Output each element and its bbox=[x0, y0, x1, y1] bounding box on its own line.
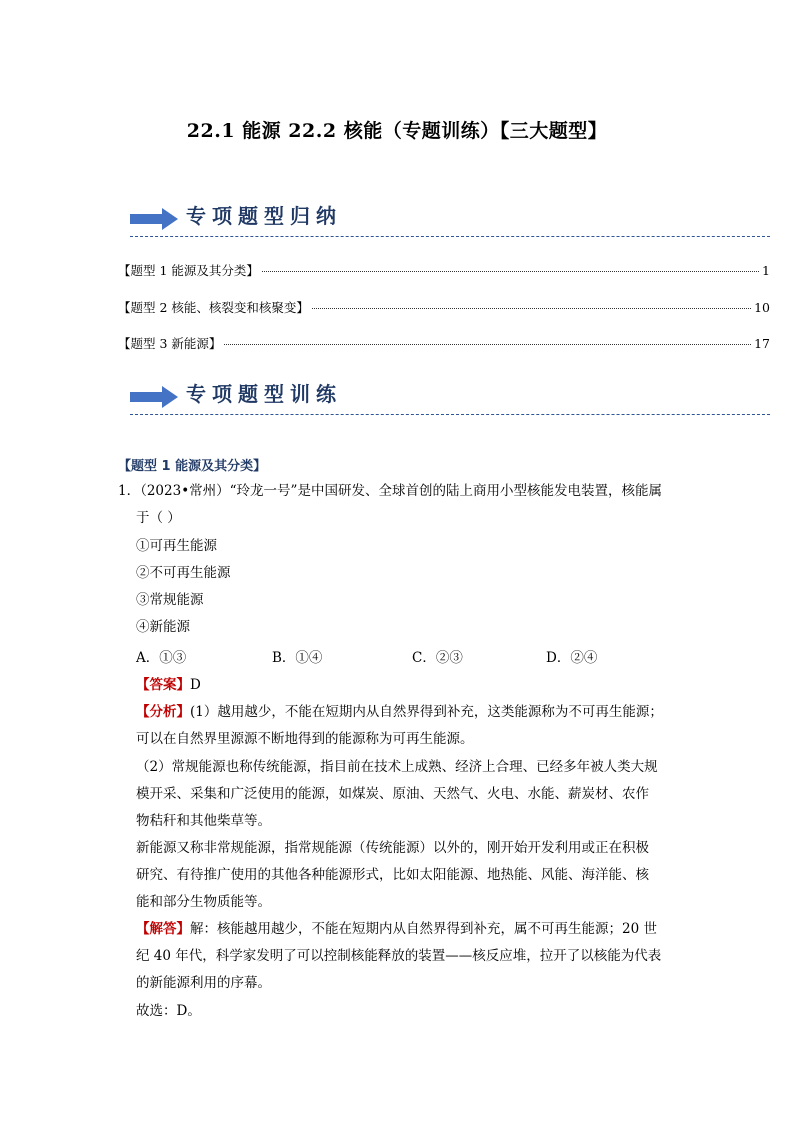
toc-page-number: 17 bbox=[754, 336, 770, 351]
solution-text: 解：核能越用越少，不能在短期内从自然界得到补充，属不可再生能源；20 世 bbox=[190, 921, 657, 937]
analysis-text: 模开采、采集和广泛使用的能源，如煤炭、原油、天然气、火电、水能、薪炭材、农作 bbox=[136, 786, 649, 802]
dashed-rule bbox=[130, 236, 770, 237]
toc-leader-dots bbox=[312, 308, 751, 309]
answer-tag: 【答案】 bbox=[136, 677, 190, 693]
question-item: ①可再生能源 bbox=[136, 538, 217, 554]
question-stem-line-1: 1．（2023•常州）“玲龙一号”是中国研发、全球首创的陆上商用小型核能发电装置，核能属 bbox=[118, 483, 662, 499]
analysis-tag: 【分析】 bbox=[136, 704, 190, 720]
solution-line bbox=[136, 917, 657, 937]
analysis-text: 能和部分生物质能等。 bbox=[136, 894, 271, 910]
question-item: ②不可再生能源 bbox=[136, 565, 231, 581]
question-item: ③常规能源 bbox=[136, 592, 204, 608]
toc-label: 【题型 2 核能、核裂变和核聚变】 bbox=[118, 300, 309, 315]
analysis-line bbox=[136, 700, 663, 720]
toc-page-number: 10 bbox=[754, 300, 770, 315]
right-arrow-icon bbox=[130, 386, 178, 408]
solution-tag: 【解答】 bbox=[136, 921, 190, 937]
analysis-text: 新能源又称非常规能源，指常规能源（传统能源）以外的，刚开始开发利用或正在积极 bbox=[136, 840, 649, 856]
banner-label: 专项题型归纳 bbox=[186, 204, 342, 228]
toc-entry[interactable] bbox=[118, 261, 770, 279]
option-c: C．②③ bbox=[412, 650, 463, 666]
section-heading: 【题型 1 能源及其分类】 bbox=[118, 459, 267, 474]
toc-label: 【题型 1 能源及其分类】 bbox=[118, 263, 259, 278]
document-title: 22.1 能源 22.2 核能（专题训练）【三大题型】 bbox=[186, 120, 608, 142]
analysis-text: 物秸秆和其他柴草等。 bbox=[136, 813, 271, 829]
option-b: B．①④ bbox=[272, 650, 323, 666]
solution-text: 的新能源利用的序幕。 bbox=[136, 975, 271, 991]
section-banner-summary bbox=[130, 198, 770, 238]
analysis-text: (1）越用越少，不能在短期内从自然界得到补充，这类能源称为不可再生能源； bbox=[190, 704, 663, 720]
banner-label: 专项题型训练 bbox=[186, 382, 342, 406]
toc-page-number: 1 bbox=[762, 263, 770, 278]
question-stem-line-2: 于（ ） bbox=[136, 510, 181, 526]
question-item: ④新能源 bbox=[136, 619, 190, 635]
toc-entry[interactable] bbox=[118, 334, 770, 352]
analysis-text: 研究、有待推广使用的其他各种能源形式，比如太阳能源、地热能、风能、海洋能、核 bbox=[136, 867, 649, 883]
toc-leader-dots bbox=[224, 344, 751, 345]
option-d: D．②④ bbox=[546, 650, 598, 666]
dashed-rule bbox=[130, 414, 770, 415]
analysis-text: （2）常规能源也称传统能源，指目前在技术上成熟、经济上合理、已经多年被人类大规 bbox=[136, 759, 658, 775]
toc-entry[interactable] bbox=[118, 298, 770, 316]
toc-label: 【题型 3 新能源】 bbox=[118, 336, 222, 351]
section-banner-training bbox=[130, 376, 770, 416]
option-a: A．①③ bbox=[136, 650, 187, 666]
answer-value: D bbox=[190, 677, 201, 693]
toc-leader-dots bbox=[262, 271, 759, 272]
answer-line bbox=[136, 673, 201, 693]
final-choice: 故选：D。 bbox=[136, 1003, 201, 1019]
right-arrow-icon bbox=[130, 208, 178, 230]
analysis-text: 可以在自然界里源源不断地得到的能源称为可再生能源。 bbox=[136, 731, 474, 747]
solution-text: 纪 40 年代，科学家发明了可以控制核能释放的装置——核反应堆，拉开了以核能为代表 bbox=[136, 948, 662, 964]
